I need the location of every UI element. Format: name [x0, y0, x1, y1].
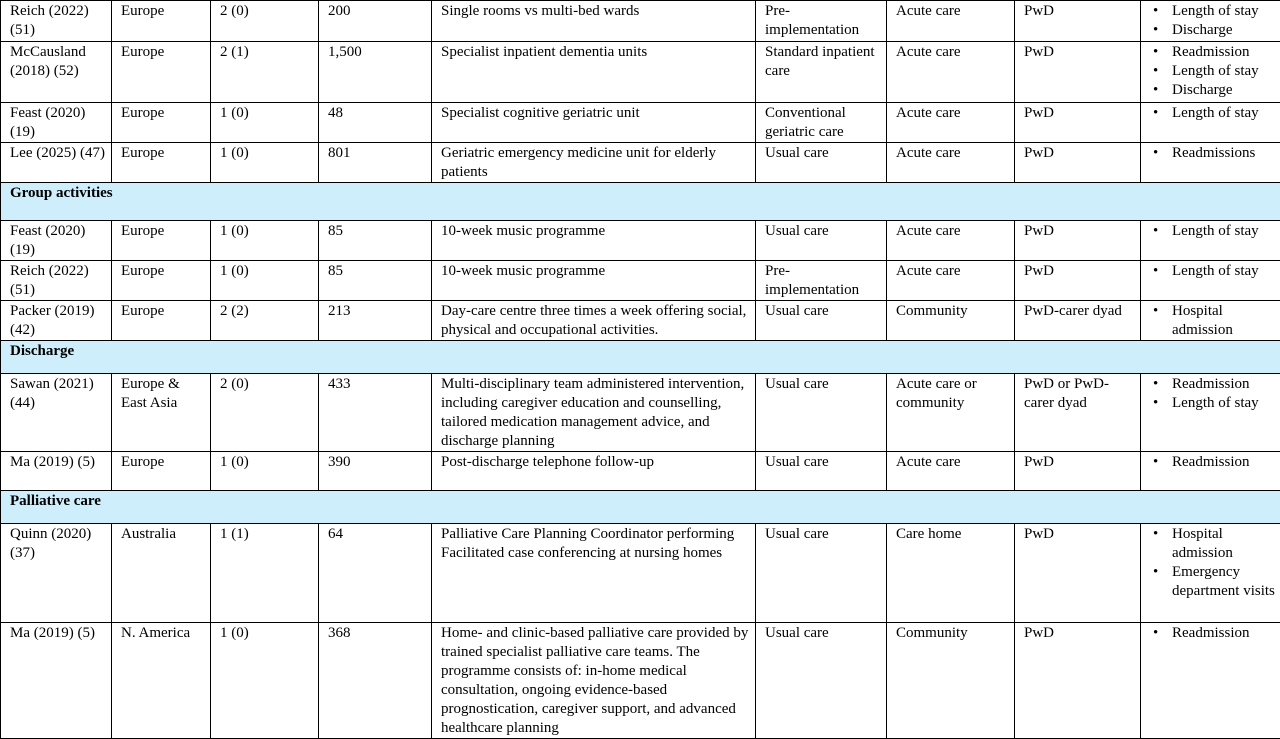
- region-cell: Australia: [112, 524, 211, 623]
- comparator-cell: Pre-implementation: [756, 261, 887, 301]
- intervention-cell: Day-care centre three times a week offering social, physical and occupational activities.: [432, 301, 756, 341]
- outcomes-cell: [1141, 374, 1280, 452]
- sample-size-cell: 433: [319, 374, 432, 452]
- comparator-cell: Usual care: [756, 524, 887, 623]
- intervention-cell: Palliative Care Planning Coordinator performing Facilitated case conferencing at nursing homes: [432, 524, 756, 623]
- study-cell: Lee (2025) (47): [1, 143, 112, 183]
- region-cell: Europe: [112, 1, 211, 42]
- outcomes-list: [1150, 222, 1276, 241]
- outcomes-list: [1150, 453, 1276, 472]
- studies-count-cell: 2 (0): [211, 374, 319, 452]
- intervention-cell: Single rooms vs multi-bed wards: [432, 1, 756, 42]
- outcome-item: • Readmission: [1150, 453, 1276, 472]
- setting-cell: Community: [887, 301, 1015, 341]
- outcomes-cell: [1141, 524, 1280, 623]
- intervention-cell: 10-week music programme: [432, 221, 756, 261]
- setting-cell: Acute care: [887, 452, 1015, 491]
- comparator-cell: Usual care: [756, 623, 887, 739]
- studies-count-cell: 1 (0): [211, 452, 319, 491]
- population-cell: PwD: [1015, 524, 1141, 623]
- table-row: [1, 42, 1280, 103]
- studies-count-cell: 1 (1): [211, 524, 319, 623]
- population-cell: PwD: [1015, 1, 1141, 42]
- study-cell: McCausland (2018) (52): [1, 42, 112, 103]
- section-row: [1, 183, 1280, 221]
- population-cell: PwD: [1015, 103, 1141, 143]
- table-row: [1, 623, 1280, 739]
- region-cell: Europe: [112, 143, 211, 183]
- population-cell: PwD or PwD-carer dyad: [1015, 374, 1141, 452]
- outcome-item: • Discharge: [1150, 21, 1276, 40]
- outcome-item: • Hospital admission: [1150, 525, 1276, 563]
- outcomes-cell: [1141, 301, 1280, 341]
- study-cell: Quinn (2020) (37): [1, 524, 112, 623]
- intervention-cell: Specialist cognitive geriatric unit: [432, 103, 756, 143]
- table-row: [1, 524, 1280, 623]
- outcomes-cell: [1141, 1, 1280, 42]
- region-cell: Europe: [112, 452, 211, 491]
- setting-cell: Acute care: [887, 221, 1015, 261]
- table-row: [1, 301, 1280, 341]
- intervention-cell: Multi-disciplinary team administered intervention, including caregiver education and counselling, tailored medication management advice, and discharge planning: [432, 374, 756, 452]
- study-cell: Sawan (2021) (44): [1, 374, 112, 452]
- studies-count-cell: 2 (2): [211, 301, 319, 341]
- setting-cell: Community: [887, 623, 1015, 739]
- comparator-cell: Usual care: [756, 452, 887, 491]
- intervention-cell: Home- and clinic-based palliative care provided by trained specialist palliative care teams. The programme consists of: in-home medical consultation, ongoing evidence-based prognostication, caregiver support, and advanced healthcare planning: [432, 623, 756, 739]
- studies-count-cell: 1 (0): [211, 623, 319, 739]
- sample-size-cell: 64: [319, 524, 432, 623]
- sample-size-cell: 213: [319, 301, 432, 341]
- studies-count-cell: 2 (0): [211, 1, 319, 42]
- table-row: [1, 1, 1280, 42]
- section-heading: Discharge: [1, 341, 1280, 374]
- comparator-cell: Standard inpatient care: [756, 42, 887, 103]
- outcomes-list: [1150, 144, 1276, 163]
- comparator-cell: Usual care: [756, 143, 887, 183]
- region-cell: Europe: [112, 221, 211, 261]
- comparator-cell: Usual care: [756, 374, 887, 452]
- study-cell: Reich (2022) (51): [1, 261, 112, 301]
- sample-size-cell: 801: [319, 143, 432, 183]
- sample-size-cell: 390: [319, 452, 432, 491]
- outcomes-cell: [1141, 42, 1280, 103]
- sample-size-cell: 85: [319, 261, 432, 301]
- outcomes-list: [1150, 525, 1276, 601]
- population-cell: PwD-carer dyad: [1015, 301, 1141, 341]
- outcome-item: • Length of stay: [1150, 104, 1276, 123]
- outcomes-cell: [1141, 623, 1280, 739]
- study-cell: Ma (2019) (5): [1, 623, 112, 739]
- region-cell: Europe: [112, 42, 211, 103]
- outcomes-list: [1150, 262, 1276, 281]
- intervention-cell: Specialist inpatient dementia units: [432, 42, 756, 103]
- outcomes-list: [1150, 104, 1276, 123]
- outcomes-cell: [1141, 221, 1280, 261]
- study-cell: Ma (2019) (5): [1, 452, 112, 491]
- outcome-item: • Hospital admission: [1150, 302, 1276, 340]
- region-cell: Europe: [112, 261, 211, 301]
- sample-size-cell: 1,500: [319, 42, 432, 103]
- setting-cell: Acute care: [887, 261, 1015, 301]
- region-cell: Europe: [112, 301, 211, 341]
- population-cell: PwD: [1015, 261, 1141, 301]
- table-row: [1, 452, 1280, 491]
- outcomes-cell: [1141, 261, 1280, 301]
- studies-count-cell: 1 (0): [211, 103, 319, 143]
- setting-cell: Acute care: [887, 42, 1015, 103]
- table-row: [1, 374, 1280, 452]
- outcome-item: • Readmission: [1150, 375, 1276, 394]
- studies-count-cell: 2 (1): [211, 42, 319, 103]
- outcomes-cell: [1141, 452, 1280, 491]
- population-cell: PwD: [1015, 452, 1141, 491]
- outcome-item: • Readmission: [1150, 43, 1276, 62]
- region-cell: N. America: [112, 623, 211, 739]
- study-cell: Feast (2020) (19): [1, 103, 112, 143]
- outcome-item: • Length of stay: [1150, 62, 1276, 81]
- outcome-item: • Length of stay: [1150, 2, 1276, 21]
- outcomes-list: [1150, 2, 1276, 40]
- region-cell: Europe: [112, 103, 211, 143]
- outcome-item: • Emergency department visits: [1150, 563, 1276, 601]
- outcomes-list: [1150, 624, 1276, 643]
- setting-cell: Care home: [887, 524, 1015, 623]
- study-cell: Packer (2019) (42): [1, 301, 112, 341]
- studies-count-cell: 1 (0): [211, 143, 319, 183]
- table-body: [1, 1, 1280, 739]
- studies-count-cell: 1 (0): [211, 261, 319, 301]
- section-heading: Group activities: [1, 183, 1280, 221]
- table-row: [1, 143, 1280, 183]
- outcomes-cell: [1141, 143, 1280, 183]
- region-cell: Europe & East Asia: [112, 374, 211, 452]
- sample-size-cell: 85: [319, 221, 432, 261]
- comparator-cell: Conventional geriatric care: [756, 103, 887, 143]
- setting-cell: Acute care: [887, 103, 1015, 143]
- sample-size-cell: 48: [319, 103, 432, 143]
- table-row: [1, 221, 1280, 261]
- section-row: [1, 341, 1280, 374]
- outcome-item: • Length of stay: [1150, 262, 1276, 281]
- outcomes-cell: [1141, 103, 1280, 143]
- studies-count-cell: 1 (0): [211, 221, 319, 261]
- population-cell: PwD: [1015, 143, 1141, 183]
- outcomes-list: [1150, 302, 1276, 340]
- study-cell: Feast (2020) (19): [1, 221, 112, 261]
- population-cell: PwD: [1015, 42, 1141, 103]
- sample-size-cell: 368: [319, 623, 432, 739]
- sample-size-cell: 200: [319, 1, 432, 42]
- comparator-cell: Pre-implementation: [756, 1, 887, 42]
- population-cell: PwD: [1015, 221, 1141, 261]
- outcome-item: • Length of stay: [1150, 394, 1276, 413]
- setting-cell: Acute care: [887, 1, 1015, 42]
- table-row: [1, 261, 1280, 301]
- outcomes-list: [1150, 375, 1276, 413]
- outcome-item: • Length of stay: [1150, 222, 1276, 241]
- setting-cell: Acute care or community: [887, 374, 1015, 452]
- intervention-cell: Post-discharge telephone follow-up: [432, 452, 756, 491]
- section-heading: Palliative care: [1, 491, 1280, 524]
- setting-cell: Acute care: [887, 143, 1015, 183]
- table-row: [1, 103, 1280, 143]
- comparator-cell: Usual care: [756, 301, 887, 341]
- section-row: [1, 491, 1280, 524]
- outcome-item: • Readmission: [1150, 624, 1276, 643]
- outcome-item: • Discharge: [1150, 81, 1276, 100]
- outcomes-list: [1150, 43, 1276, 100]
- intervention-cell: Geriatric emergency medicine unit for elderly patients: [432, 143, 756, 183]
- intervention-cell: 10-week music programme: [432, 261, 756, 301]
- population-cell: PwD: [1015, 623, 1141, 739]
- outcome-item: • Readmissions: [1150, 144, 1276, 163]
- study-cell: Reich (2022) (51): [1, 1, 112, 42]
- comparator-cell: Usual care: [756, 221, 887, 261]
